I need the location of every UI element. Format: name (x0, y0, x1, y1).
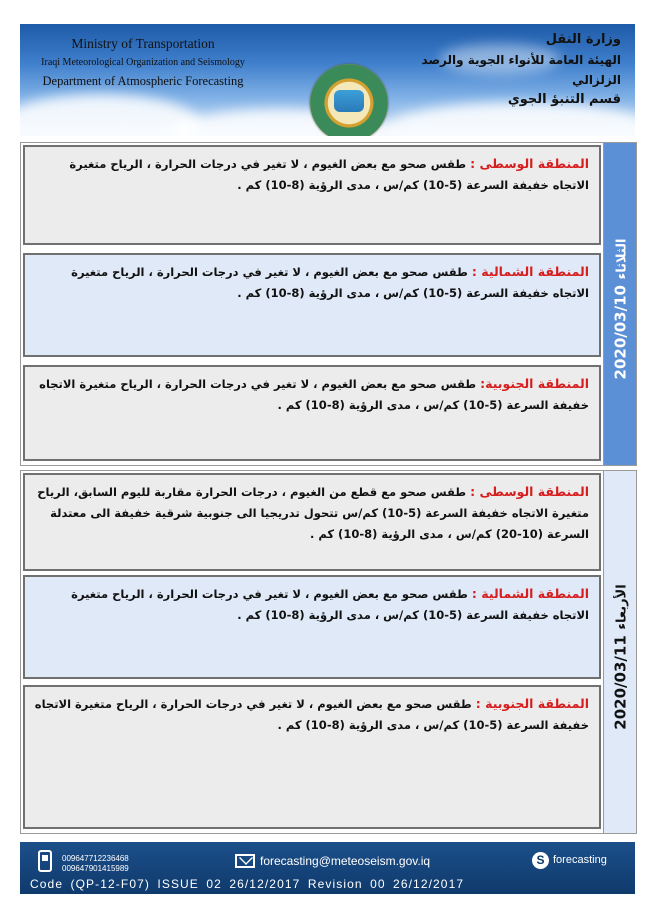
day-label (611, 574, 630, 729)
page-header (20, 24, 635, 136)
region-title: المنطقة الشمالية : (471, 264, 589, 279)
mail-icon (235, 854, 255, 868)
contact-email[interactable]: forecasting@meteoseism.gov.iq (260, 854, 431, 868)
skype-icon: S (532, 852, 549, 869)
department-name-ar: قسم التنبؤ الجوي (507, 92, 621, 107)
contact-skype[interactable]: forecasting (553, 854, 607, 866)
region-title: المنطقة الشمالية : (471, 586, 589, 601)
region-forecast-text: طقس صحو مع بعض الغيوم ، لا تغير في درجات الحرارة ، الرياح متغيرة الاتجاه خفيفة السرعة (5-10) كم/س ، مدى الرؤية (8-10) كم . (71, 587, 589, 622)
forecast-date: 2020/03/11 (611, 635, 630, 730)
organization-name-en: Iraqi Meteorological Organization and Seismology (41, 57, 245, 68)
document-code-line: Code (QP-12-F07) ISSUE 02 26/12/2017 Revision 00 26/12/2017 (30, 877, 465, 891)
region-box-central-day1 (23, 145, 601, 245)
region-forecast-text: طقس صحو مع بعض الغيوم ، لا تغير في درجات الحرارة ، الرياح متغيرة الاتجاه خفيفة السرعة (5-10) كم/س ، مدى الرؤية (8-10) كم . (69, 157, 589, 192)
region-box-south-day1 (23, 365, 601, 461)
phone-number: 009647712236468 (62, 854, 129, 863)
region-title: المنطقة الجنوبية : (475, 696, 589, 711)
ministry-name-ar: وزارة النقل (545, 32, 621, 47)
region-forecast-text: طقس صحو مع بعض الغيوم ، لا تغير في درجات الحرارة ، الرياح متغيرة الاتجاه خفيفة السرعة (5-10) كم/س ، مدى الرؤية (8-10) كم . (34, 697, 589, 732)
forecast-date: 2020/03/10 (611, 285, 630, 380)
header-english-block (38, 34, 248, 91)
region-title: المنطقة الوسطى : (470, 156, 589, 171)
department-name-en: Department of Atmospheric Forecasting (42, 74, 244, 88)
region-title: المنطقة الجنوبية: (480, 376, 589, 391)
region-forecast-text: طقس صحو مع بعض الغيوم ، لا تغير في درجات الحرارة ، الرياح متغيرة الاتجاه خفيفة السرعة (5-10) كم/س ، مدى الرؤية (8-10) كم . (71, 265, 589, 300)
header-arabic-block (391, 30, 621, 110)
forecast-day-2 (20, 470, 637, 834)
phone-number: 009647901415989 (62, 864, 129, 873)
region-forecast-text: طقس صحو مع بعض الغيوم ، لا تغير في درجات الحرارة ، الرياح متغيرة الاتجاه خفيفة السرعة (5-10) كم/س ، مدى الرؤية (8-10) كم . (39, 377, 589, 412)
day-label (611, 229, 630, 380)
contact-phones (62, 854, 129, 874)
forecast-day-1 (20, 142, 637, 466)
forecast-day-name: الثلاثاء (614, 238, 630, 280)
region-box-north-day2 (23, 575, 601, 679)
phone-icon (38, 850, 52, 872)
forecast-day-name: الأربعاء (614, 584, 630, 630)
day-label-bar (603, 471, 636, 833)
organization-name-ar: الهيئة العامة للأنواء الجوية والرصد الزلزالي (421, 53, 621, 87)
organization-logo (310, 64, 388, 136)
region-box-south-day2 (23, 685, 601, 829)
logo-emblem-icon (334, 90, 364, 112)
region-box-central-day2 (23, 473, 601, 571)
region-box-north-day1 (23, 253, 601, 357)
page-footer (20, 842, 635, 894)
region-forecast-text: طقس صحو مع قطع من الغيوم ، درجات الحرارة مقاربة لليوم السابق، الرياح متغيرة الاتجاه خفيفة السرعة (5-10) كم/س تتحول تدريجيا الى جنوبية شرقية خفيفة الى معتدلة السرعة (10-20) كم/س ، مدى الرؤية (8-10) كم . (37, 485, 589, 541)
region-title: المنطقة الوسطى : (470, 484, 589, 499)
day-label-bar (603, 143, 636, 465)
ministry-name-en: Ministry of Transportation (71, 36, 215, 51)
